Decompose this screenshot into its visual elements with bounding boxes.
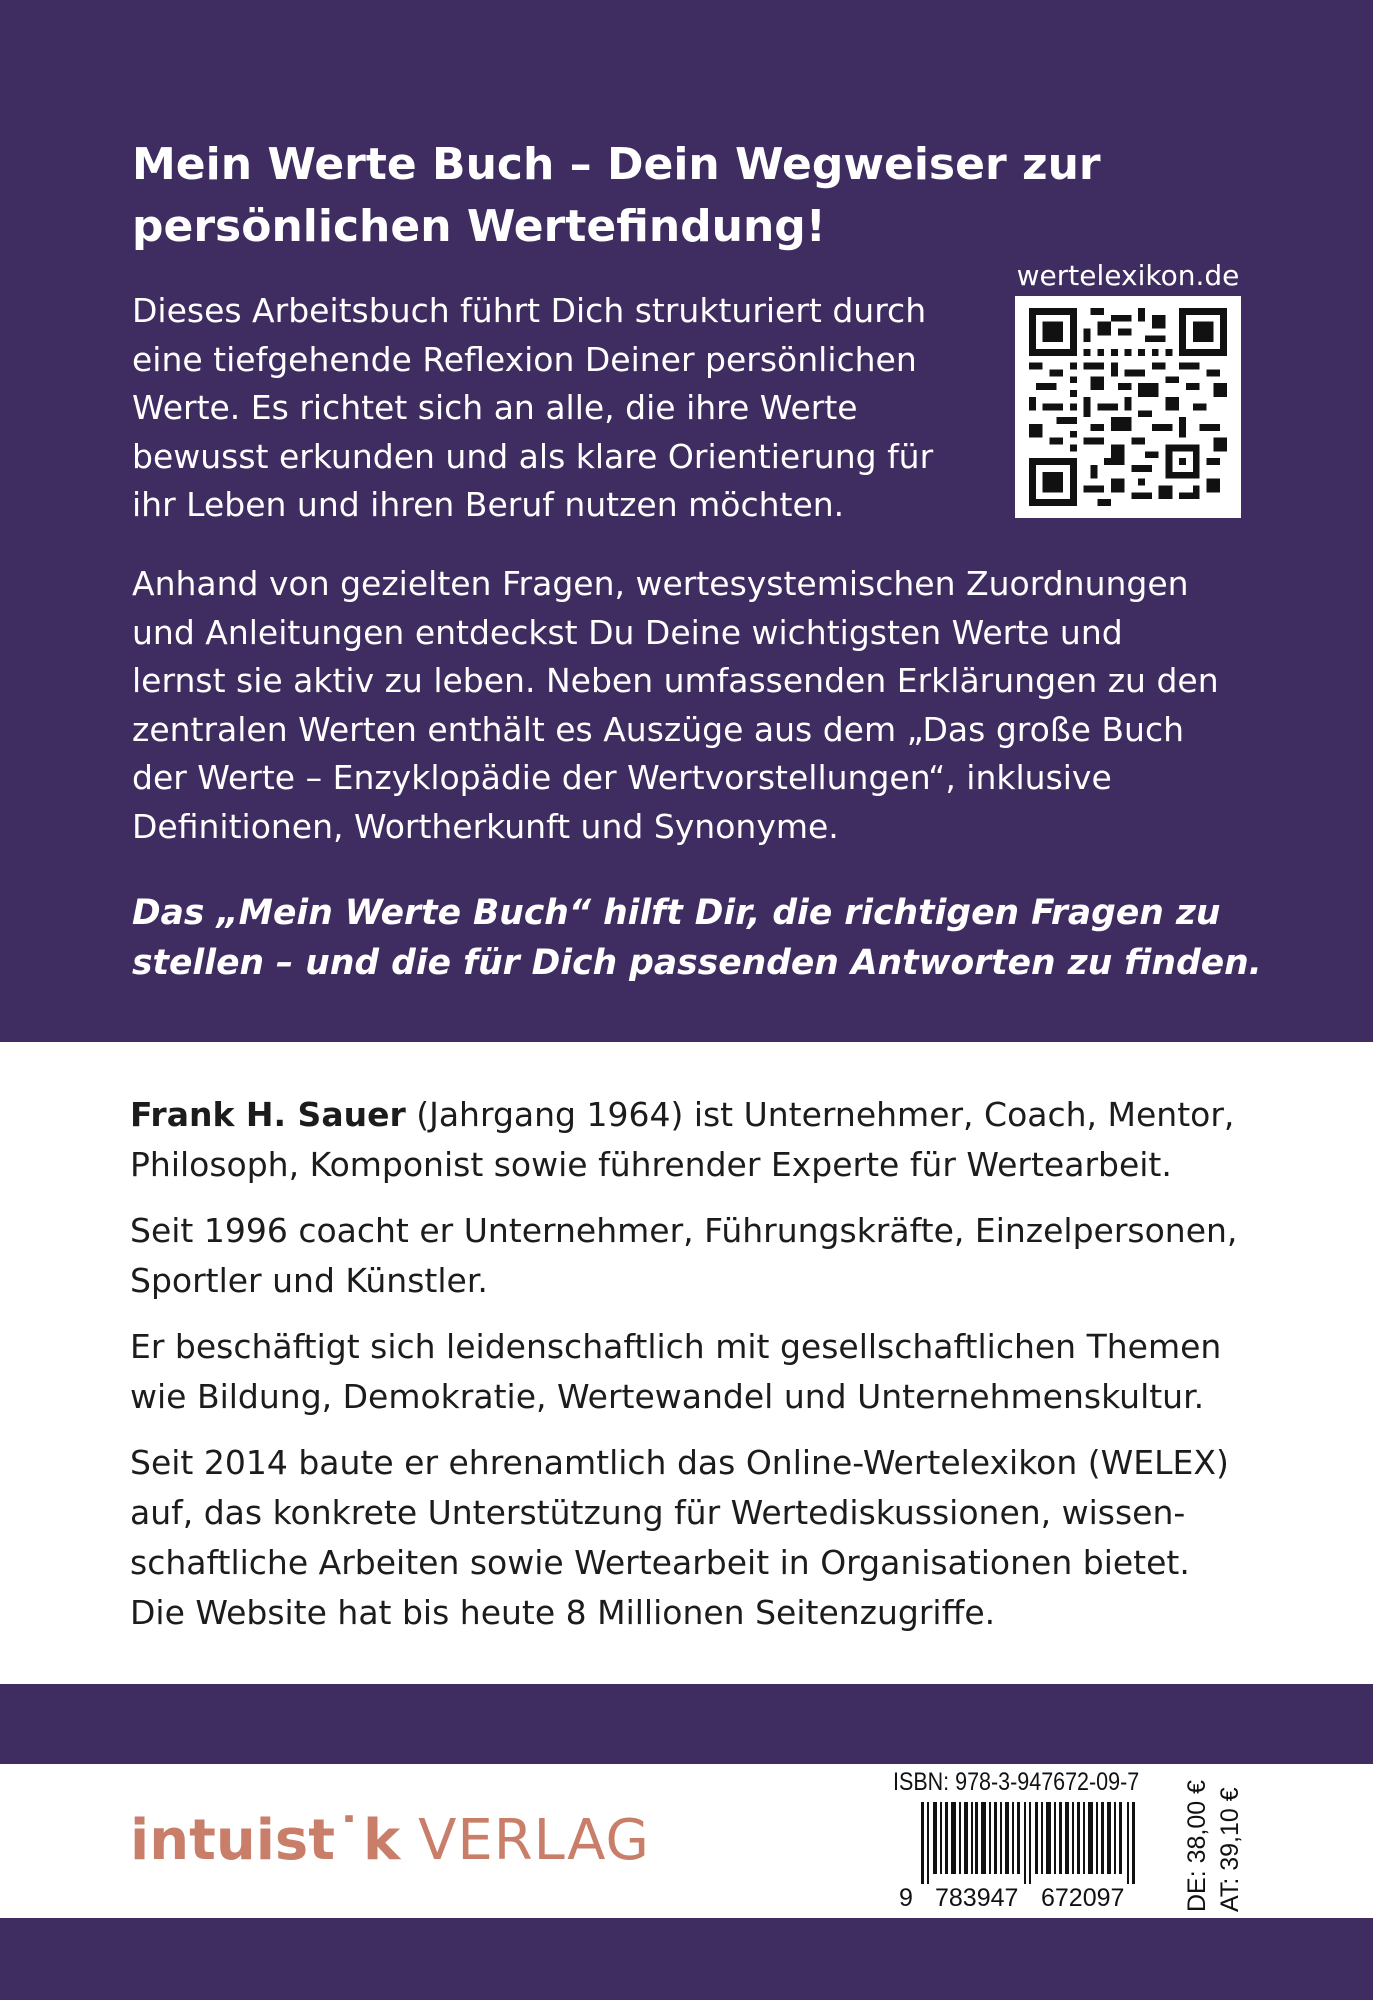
isbn-label: ISBN: 978-3-947672-09-7 bbox=[893, 1768, 1140, 1796]
publisher-verlag: VERLAG bbox=[418, 1808, 650, 1873]
intro-paragraph: Dieses Arbeitsbuch führt Dich strukturiert durch eine tiefgehende Reflexion Deiner persönlichen Werte. Es richtet sich an alle, die ihre Werte bewusst erkunden und als klare Orientierung für ihr Leben und ihren Beruf nutzen möchten. bbox=[132, 291, 934, 524]
headline: Mein Werte Buch – Dein Wegweiser zur persönlichen Wertefindung! bbox=[132, 139, 1101, 252]
qr-code[interactable] bbox=[1015, 296, 1241, 518]
price-de: DE: 38,00 € bbox=[1183, 1779, 1211, 1912]
barcode bbox=[893, 1768, 1193, 1916]
barcode-first-digit: 9 bbox=[899, 1884, 913, 1912]
divider-band bbox=[0, 1684, 1373, 1764]
description-paragraph: Anhand von gezielten Fragen, wertesystemischen Zuordnungen und Anleitungen entdeckst Du Deine wichtigsten Werte und lernst sie aktiv zu leben. Neben umfassenden Erklärungen zu den zentralen Werten enthält es Auszüge aus dem „Das große Buch der Werte – Enzyklopädie der Wertvorstellungen“, inklusive Definitionen, Wortherkunft und Synonyme. bbox=[132, 564, 1219, 846]
publisher-logo bbox=[130, 1806, 650, 1876]
barcode-icon bbox=[907, 1802, 1167, 1884]
author-paragraph-3: Er beschäftigt sich leidenschaftlich mit gesellschaftlichen Themen wie Bildung, Demokratie, Wertewandel und Unternehmenskultur. bbox=[130, 1327, 1222, 1416]
price-at: AT: 39,10 € bbox=[1216, 1787, 1244, 1912]
author-bio bbox=[130, 1090, 1280, 1654]
barcode-group-1: 783947 bbox=[935, 1884, 1019, 1912]
bottom-band bbox=[0, 1918, 1373, 2000]
qr-url[interactable]: wertelexikon.de bbox=[1016, 259, 1240, 292]
publisher-brand: intuist˙k bbox=[130, 1808, 401, 1873]
barcode-group-2: 672097 bbox=[1041, 1884, 1125, 1912]
author-paragraph-4: Seit 2014 baute er ehrenamtlich das Online-Wertelexikon (WELEX) auf, das konkrete Unterstützung für Wertediskussionen, wissen- schaftliche Arbeiten sowie Wertearbeit in Organisationen bietet. Die Website hat bis heute 8 Millionen Seitenzugriffe. bbox=[130, 1443, 1229, 1632]
author-paragraph-1: Frank H. Sauer (Jahrgang 1964) ist Unternehmer, Coach, Mentor, Philosoph, Komponist sowie führender Experte für Wertearbeit. bbox=[130, 1095, 1235, 1184]
author-paragraph-2: Seit 1996 coacht er Unternehmer, Führungskräfte, Einzelpersonen, Sportler und Künstler. bbox=[130, 1211, 1238, 1300]
tagline: Das „Mein Werte Buch“ hilft Dir, die richtigen Fragen zu stellen – und die für Dich passenden Antworten zu finden. bbox=[132, 893, 1262, 983]
author-name: Frank H. Sauer bbox=[130, 1095, 406, 1134]
qr-code-icon bbox=[1027, 308, 1229, 506]
